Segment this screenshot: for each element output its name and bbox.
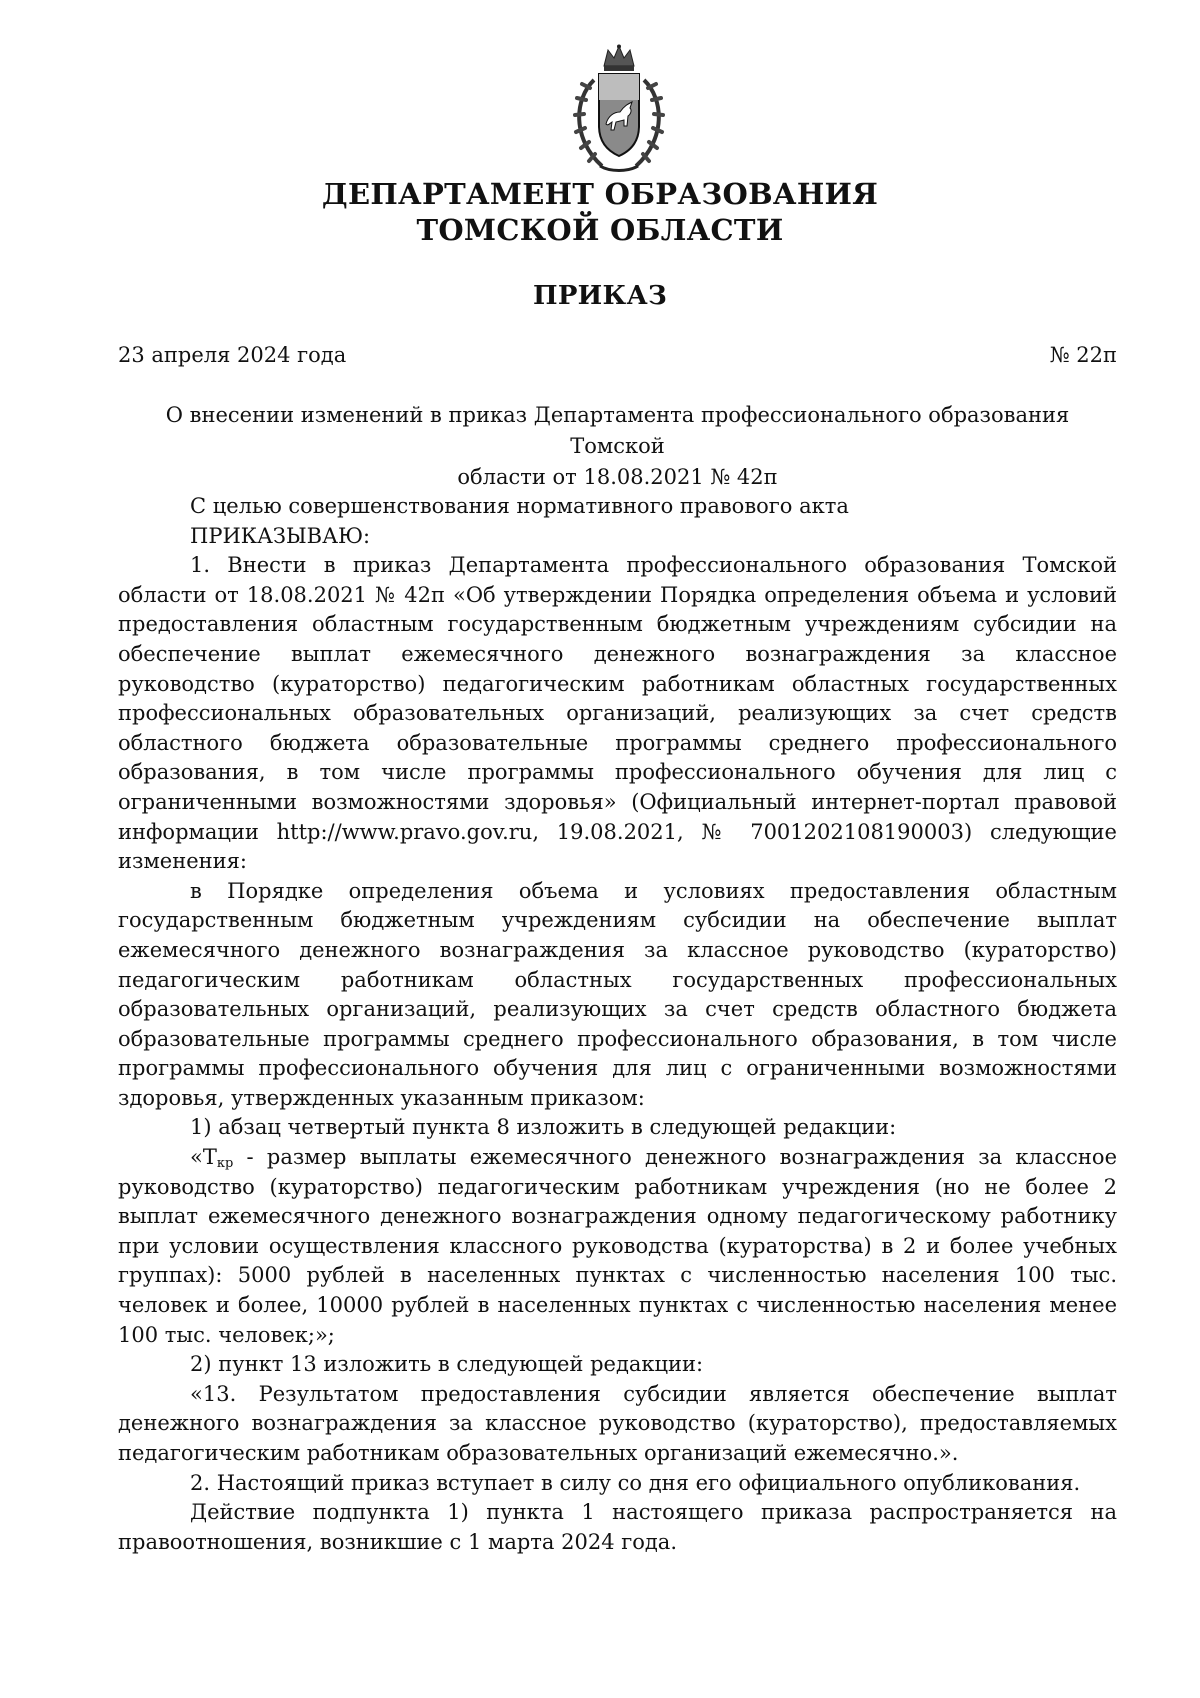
item-1-paragraph: 1. Внести в приказ Департамента профессионального образования Томской области от 18.08.2021 № 42п «Об утверждении Порядка определения объема и условий предоставления областным государственным бюджетным учреждениям субсидии на обеспечение выплат ежемесячного денежного вознаграждения за классное руководство (кураторство) педагогическим работникам областных государственных профессиональных образовательных организаций, реализующих за счет средств областного бюджета образовательные программы среднего профессионального образования, в том числе программы профессионального обучения для лиц с ограниченными возможностями здоровья» (Официальный интернет-портал правовой информации http://www.pravo.gov.ru, 19.08.2021, № 7001202108190003) следующие изменения: (118, 553, 1117, 874)
document-type-title: ПРИКАЗ (532, 281, 668, 311)
organization-name-line1: ДЕПАРТАМЕНТ ОБРАЗОВАНИЯ (321, 177, 879, 211)
formula-definition: - размер выплаты ежемесячного денежного вознаграждения за классное руководство (кураторство) педагогическим работникам учреждения (но не более 2 выплат ежемесячного денежного вознаграждения одному педагогическому работнику при условии осуществления классного руководства (кураторства) в 2 и более учебных группах): 5000 рублей в населенных пунктах с численностью населения 100 тыс. человек и более, 10000 рублей в населенных пунктах с численностью населения менее 100 тыс. человек;»; (118, 1145, 1117, 1347)
tomsk-oblast-coat-of-arms-icon (564, 44, 674, 178)
item-2-note-paragraph: Действие подпункта 1) пункта 1 настоящего приказа распространяется на правоотношения, возникшие с 1 марта 2024 года. (118, 1500, 1117, 1554)
subitem-2-intro: 2) пункт 13 изложить в следующей редакции: (190, 1352, 704, 1377)
organization-name-line2: ТОМСКОЙ ОБЛАСТИ (416, 213, 784, 247)
formula-symbol: «Т (190, 1145, 217, 1170)
preamble-paragraph: С целью совершенствования нормативного правового акта (190, 494, 849, 518)
subitem-1-intro: 1) абзац четвертый пункта 8 изложить в следующей редакции: (190, 1115, 897, 1140)
subitem-2-text: «13. Результатом предоставления субсидии является обеспечение выплат денежного вознаграждения за классное руководство (кураторство), предоставляемых педагогическим работникам образовательных организаций ежемесячно.». (118, 1381, 1117, 1465)
document-date: 23 апреля 2024 года (118, 343, 347, 367)
order-scope-paragraph: в Порядке определения объема и условиях предоставления областным государственным бюджетным учреждениям субсидии на обеспечение выплат ежемесячного денежного вознаграждения за классное руководство (кураторство) педагогическим работникам областных государственных профессиональных образовательных организаций, реализующих за счет средств областного бюджета образовательные программы среднего профессионального образования, в том числе программы профессионального обучения для лиц с ограниченными возможностями здоровья, утвержденных указанным приказом: (118, 878, 1117, 1110)
formula-paragraph (118, 1143, 1117, 1350)
order-word: ПРИКАЗЫВАЮ: (190, 523, 371, 548)
item-2-paragraph: 2. Настоящий приказ вступает в силу со дня его официального опубликования. (190, 1470, 1081, 1495)
document-body (118, 492, 1117, 1557)
subject-line1: О внесении изменений в приказ Департамента профессионального образования Томской (165, 403, 1070, 458)
document-number: № 22п (1049, 343, 1117, 367)
document-subject (118, 400, 1117, 493)
formula-subscript: кр (216, 1156, 234, 1172)
subject-line2: области от 18.08.2021 № 42п (457, 465, 778, 489)
